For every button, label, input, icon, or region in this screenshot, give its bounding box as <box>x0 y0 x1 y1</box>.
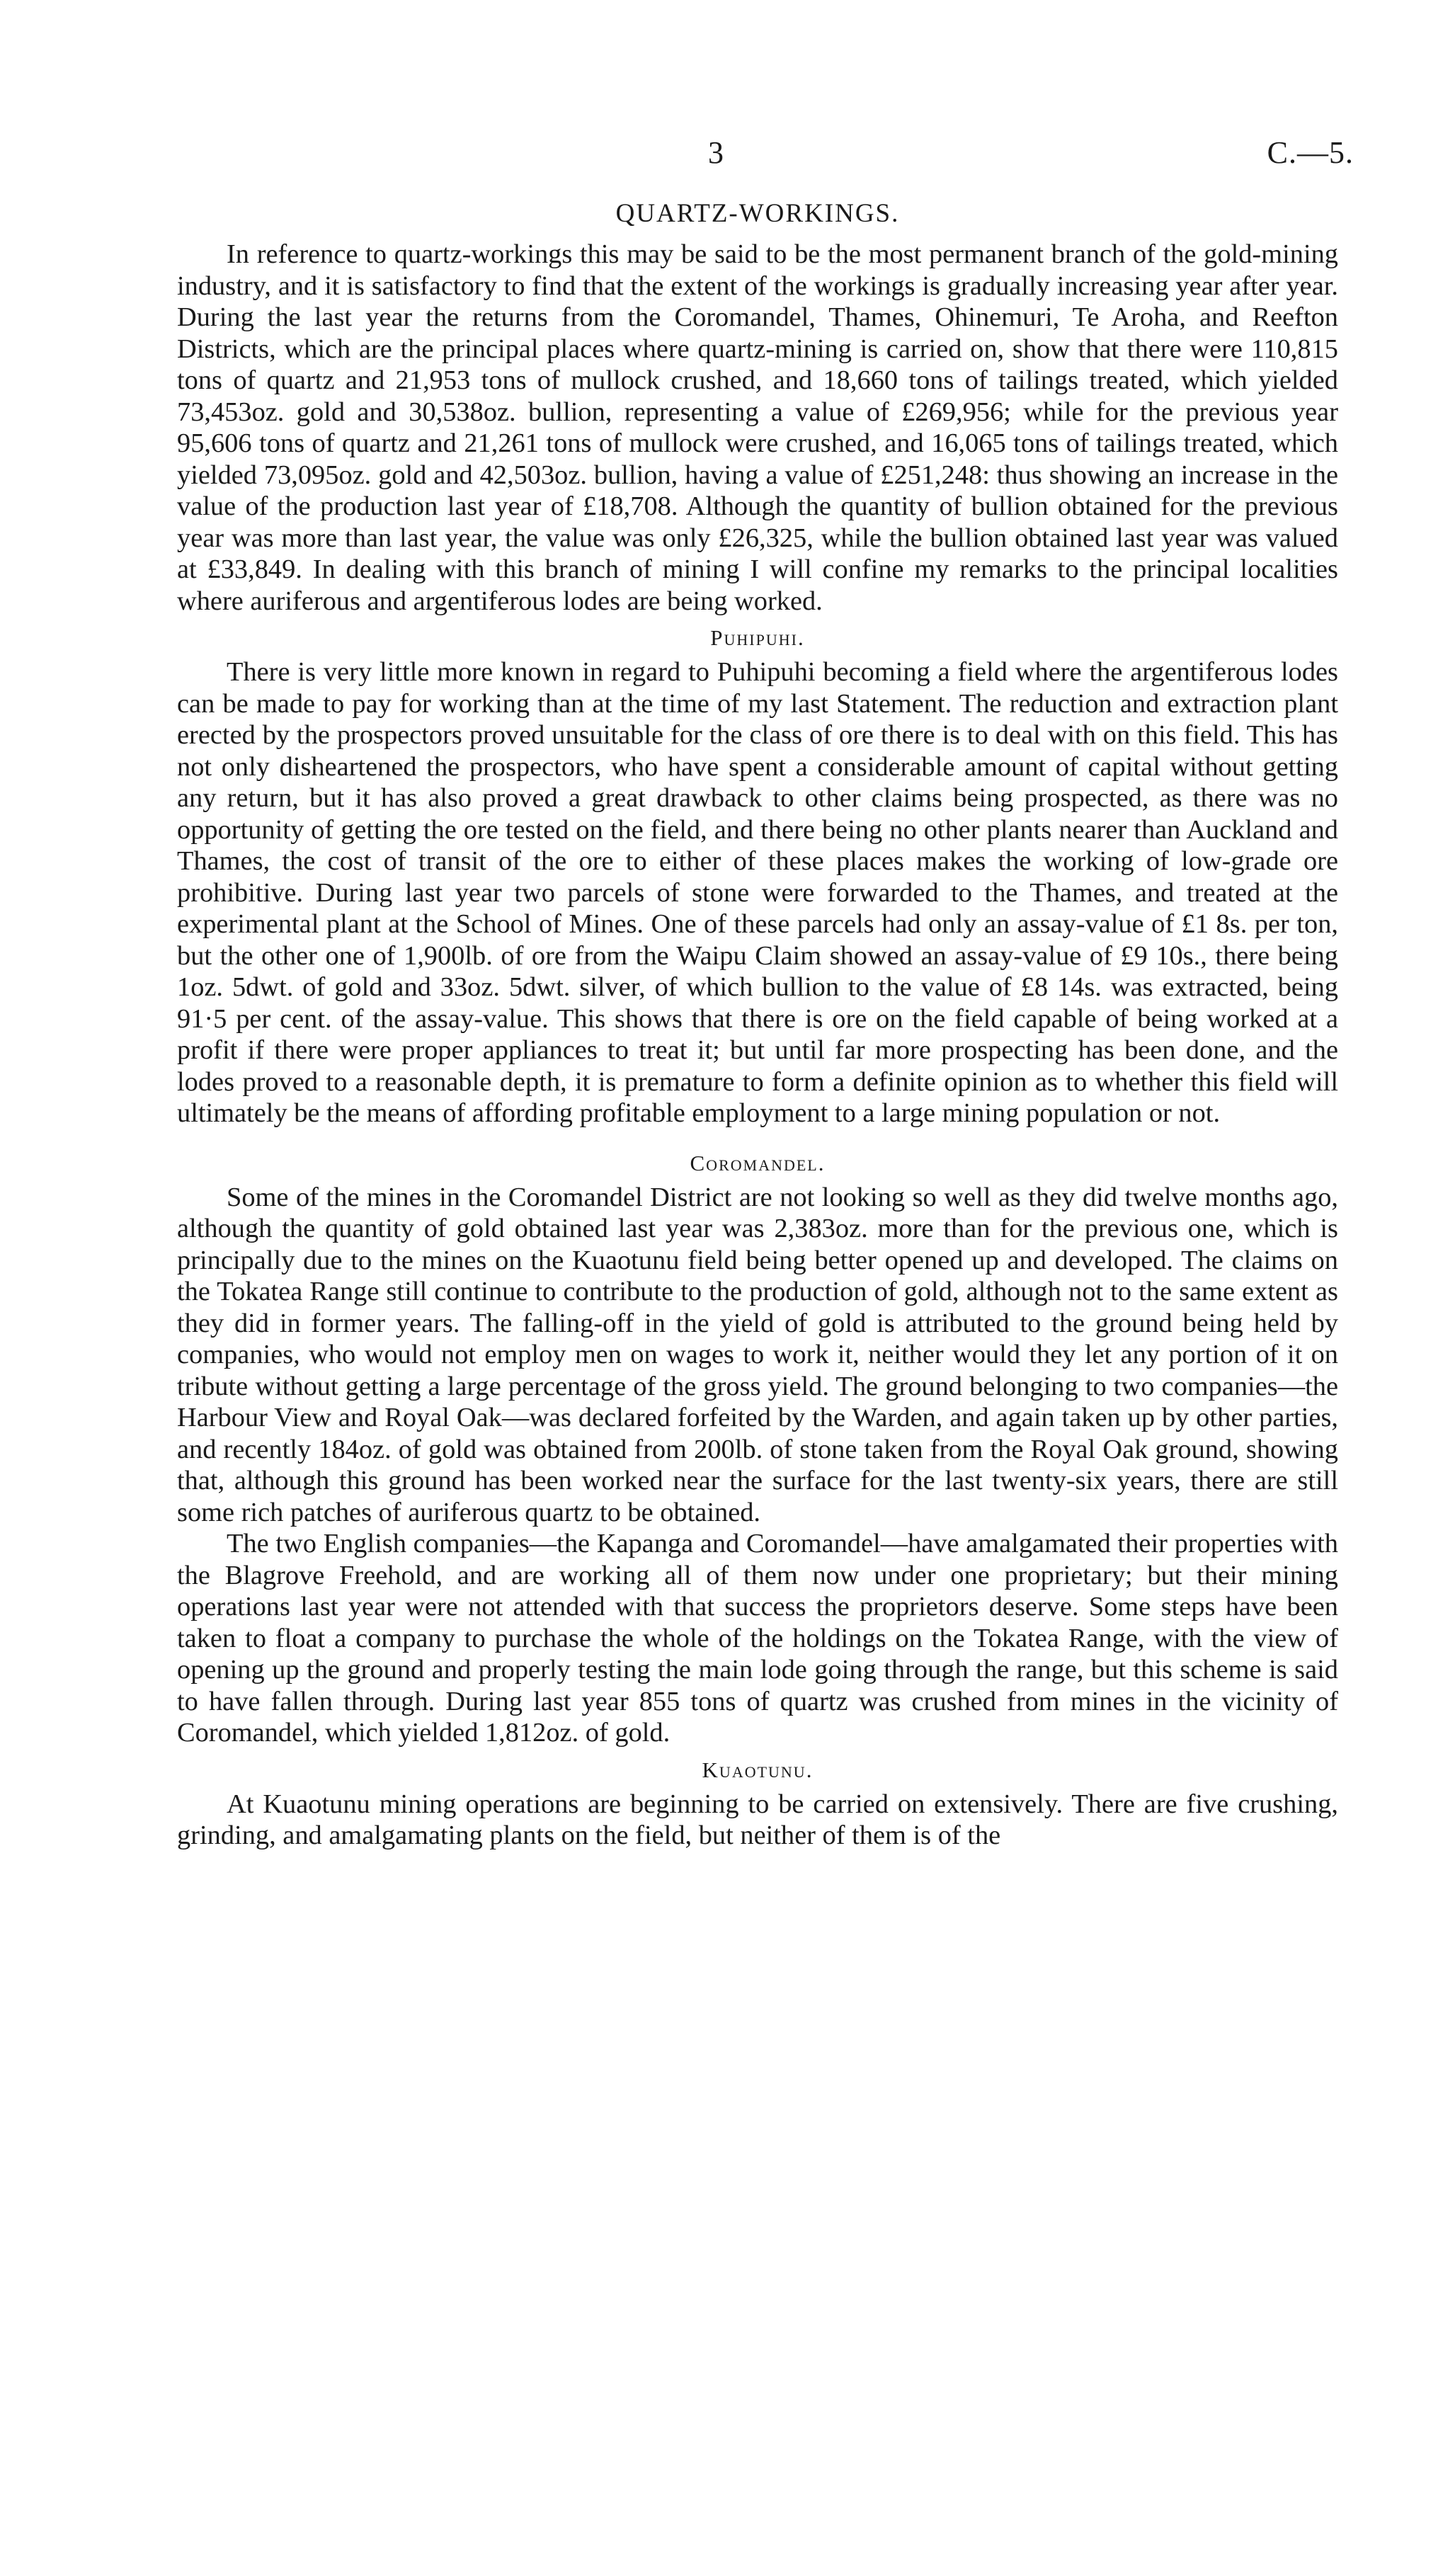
document-reference: C.—5. <box>1267 135 1354 170</box>
section-heading-coromandel: Coromandel. <box>690 1150 826 1175</box>
section-title-quartz-workings: QUARTZ-WORKINGS. <box>615 199 900 228</box>
paragraph: Some of the mines in the Coromandel District are not looking so well as they did twelve months ago, although the quantity of gold obtained last year was 2,383oz. more than for the previous one, which is principally due to the mines on the Kuaotunu field being better opened up and developed. The claims on the Tokatea Range still continue to contribute to the production of gold, although not to the same extent as they did in former years. The falling-off in the yield of gold is attributed to the ground being held by companies, who would not employ men on wages to work it, neither would they let any portion of it on tribute without getting a large percentage of the gross yield. The ground belonging to two companies—the Harbour View and Royal Oak—was declared forfeited by the Warden, and again taken up by other parties, and recently 184oz. of gold was obtained from 200lb. of stone taken from the Royal Oak ground, showing that, although this ground has been worked near the surface for the last twenty-six years, there are still some rich patches of auriferous quartz to be obtained. <box>177 1182 1338 1527</box>
document-page <box>177 135 1354 1852</box>
page-number: 3 <box>708 135 724 170</box>
section-heading-puhipuhi: Puhipuhi. <box>710 625 805 650</box>
paragraph: In reference to quartz-workings this may be said to be the most permanent branch of the gold-mining industry, and it is satisfactory to find that the extent of the workings is gradually increasing year after year. During the last year the returns from the Coromandel, Thames, Ohinemuri, Te Aroha, and Reefton Districts, which are the principal places where quartz-mining is carried on, show that there were 110,815 tons of quartz and 21,953 tons of mullock crushed, and 18,660 tons of tailings treated, which yielded 73,453oz. gold and 30,538oz. bullion, representing a value of £269,956; while for the previous year 95,606 tons of quartz and 21,261 tons of mullock were crushed, and 16,065 tons of tailings treated, which yielded 73,095oz. gold and 42,503oz. bullion, having a value of £251,248: thus showing an increase in the value of the production last year of £18,708. Although the quantity of bullion obtained for the previous year was more than last year, the value was only £26,325, while the bullion obtained last year was valued at £33,849. In dealing with this branch of mining I will confine my remarks to the principal localities where auriferous and argentiferous lodes are being worked. <box>177 239 1338 616</box>
paragraph: The two English companies—the Kapanga and Coromandel—have amalgamated their properties with the Blagrove Freehold, and are working all of them now under one proprietary; but their mining operations last year were not attended with that success the proprietors deserve. Some steps have been taken to float a company to purchase the whole of the holdings on the Tokatea Range, with the view of opening up the ground and properly testing the main lode going through the range, but this scheme is said to have fallen through. During last year 855 tons of quartz was crushed from mines in the vicinity of Coromandel, which yielded 1,812oz. of gold. <box>177 1529 1338 1748</box>
paragraph: At Kuaotunu mining operations are beginning to be carried on extensively. There are five crushing, grinding, and amalgamating plants on the field, but neither of them is of the <box>177 1789 1338 1850</box>
page-header <box>177 135 1354 184</box>
section-heading-kuaotunu: Kuaotunu. <box>702 1757 814 1782</box>
paragraph: There is very little more known in regard to Puhipuhi becoming a field where the argentiferous lodes can be made to pay for working than at the time of my last Statement. The reduction and extraction plant erected by the prospectors proved unsuitable for the class of ore there is to deal with on this field. This has not only disheartened the prospectors, who have spent a considerable amount of capital without getting any return, but it has also proved a great drawback to other claims being prospected, as there was no opportunity of getting the ore tested on the field, and there being no other plants nearer than Auckland and Thames, the cost of transit of the ore to either of these places makes the working of low-grade ore prohibitive. During last year two parcels of stone were forwarded to the Thames, and treated at the experimental plant at the School of Mines. One of these parcels had only an assay-value of £1 8s. per ton, but the other one of 1,900lb. of ore from the Waipu Claim showed an assay-value of £9 10s., there being 1oz. 5dwt. of gold and 33oz. 5dwt. silver, of which bullion to the value of £8 14s. was extracted, being 91·5 per cent. of the assay-value. This shows that there is ore on the field capable of being worked at a profit if there were proper appliances to treat it; but until far more prospecting has been done, and the lodes proved to a reasonable depth, it is premature to form a definite opinion as to whether this field will ultimately be the means of affording profitable employment to a large mining population or not. <box>177 657 1338 1128</box>
